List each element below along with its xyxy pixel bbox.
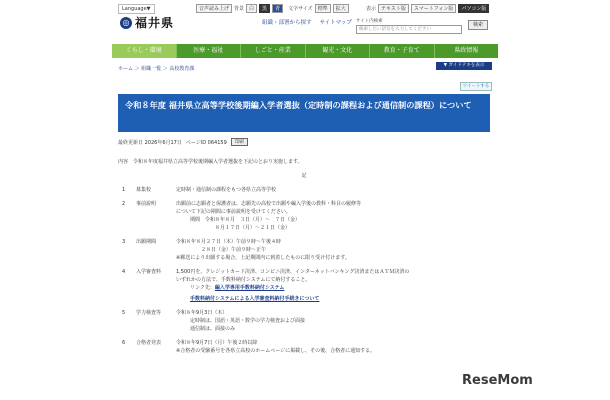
link-line [176,295,490,303]
bg-black-button[interactable]: 黒 [259,4,270,13]
section-row [118,339,490,355]
section-line: 通信制は、面接のみ [190,326,236,332]
page [112,0,498,400]
section-content [176,309,490,333]
search-input[interactable]: 検索したい語句を入力してください [356,25,462,34]
font-standard-button[interactable]: 標準 [315,4,331,13]
nav-item-medical[interactable]: 医療・福祉 [177,44,242,58]
section-label: 学力検査等 [136,310,162,316]
section-line: 期間 令和８年８月 ３日（月）～ ７日（金） [190,217,301,223]
intro-text: 内容 令和８年度福井県立高等学校後期編入学者選抜を下記のとおり実施します。 [118,159,303,165]
section-number: 4 [122,269,126,275]
section-label: 出願期間 [136,239,157,245]
ki-heading: 記 [301,173,307,179]
section-label: 事前説明 [136,201,157,207]
section-number: 2 [122,201,126,207]
section-line: 令和８年9月7日（月）午後２時以降 [176,340,258,346]
language-selector[interactable]: Language▼ [118,4,155,14]
section-row [118,309,490,333]
guide-button[interactable]: ▼ ガイドテキを表示 [436,62,492,70]
bg-blue-button[interactable]: 青 [272,4,283,13]
section-label: 募集校 [136,187,152,193]
section-line: 定時制・通信制の課程をもつ各県立高等学校 [176,187,277,193]
nav-item-work[interactable]: しごと・産業 [241,44,306,58]
section-content [176,238,490,262]
resemom-watermark: ReseMom [462,373,533,388]
updated-date: 最終更新日 2026年6月17日 [118,139,182,146]
display-label: 表示 [366,6,377,12]
section-row [118,238,490,262]
page-title: 令和８年度 福井県立高等学校後期編入学者選抜（定時制の課程および通信制の課程）について [125,100,472,110]
nav-item-education[interactable]: 教育・子育て [370,44,435,58]
breadcrumb[interactable]: ホーム ＞ 組織一覧 ＞ 高校教育課 [118,66,195,72]
section-number: 1 [122,187,126,193]
link-sitemap[interactable]: サイトマップ [319,20,352,26]
utility-bar [196,4,349,13]
section-line: 令和８年9月3日（木） [176,310,228,316]
logo-text: 福井県 [135,16,175,30]
font-large-button[interactable]: 拡大 [333,4,349,13]
font-label: 文字サイズ [288,6,313,12]
section-row [118,186,490,194]
link-prefix: リンク先： [190,285,215,291]
global-nav [112,44,498,58]
section-content [176,339,490,355]
site-header [112,0,498,38]
prefecture-emblem-icon: ◎ [120,17,132,29]
display-smartphone-button[interactable]: スマートフォン版 [411,4,457,13]
site-search [356,18,462,34]
section-content [176,200,490,232]
nav-item-living[interactable]: くらし・環境 [112,44,177,58]
link-organization[interactable]: 組織・部署から探す [262,20,312,26]
search-caption: サイト内検索 [356,19,383,24]
section-line: いずれかの方法で、手数料納付システムにて納付すること。 [176,277,311,283]
section-line: 出願前に志願者と保護者は、志願先の高校で出願や編入学後の教科・科目の履修等 [176,201,362,207]
section-number: 5 [122,310,126,316]
display-text-button[interactable]: テキスト版 [378,4,409,13]
link-line [176,284,490,292]
bg-white-button[interactable]: 白 [246,4,257,13]
search-button[interactable]: 検索 [468,20,488,30]
section-content [176,186,490,194]
page-meta [118,138,248,146]
section-line: 1,500円を、クレジットカード決済、コンビニ決済、インターネットバンキング決済またはＡＴＭ決済の [176,269,410,275]
header-links [262,18,352,26]
bg-label: 背景 [234,6,245,12]
section-label: 合格者発表 [136,340,162,346]
section-content [176,268,490,303]
site-logo[interactable] [120,14,174,31]
page-id: ページID 064159 [185,139,227,146]
section-line: ２８日（金）午前９時～正午 [176,247,267,253]
fee-procedure-link[interactable]: 手数料納付システムによる入学審査料納付手続きについて [190,296,320,302]
display-bar [366,4,489,13]
section-line: ※郵送により出願する場合、上記期間内に到着したものに限り受け付けます。 [176,255,350,261]
section-label: 入学審査料 [136,269,162,275]
section-number: 6 [122,340,126,346]
article-body [118,158,490,361]
section-line: ※合格者の受験番号を各県立高校のホームページに掲載し、その後、合格者に通知する。 [176,348,376,354]
display-pc-button[interactable]: パソコン版 [458,4,489,13]
nav-item-tourism[interactable]: 観光・文化 [306,44,371,58]
read-aloud-button[interactable]: 音声読み上げ [196,4,232,13]
section-row [118,268,490,303]
section-line: について下記の期間に事前説明を受けてください。 [176,209,291,215]
section-line: 令和８年８月２７日（木）午前９時～午後４時 [176,239,282,245]
section-line: ８月１７日（月）～２１日（金） [190,225,291,231]
tweet-button[interactable]: ツイートする [460,82,492,91]
nav-item-government[interactable]: 県政情報 [454,47,479,54]
section-row [118,200,490,232]
fee-system-link[interactable]: 編入学専用手数料納付システム [214,285,285,291]
section-line: 定時制は、国語・英語・数学の学力検査および面接 [190,318,306,324]
section-number: 3 [122,239,126,245]
title-bar [118,94,490,132]
print-button[interactable]: 印刷 [231,138,248,146]
